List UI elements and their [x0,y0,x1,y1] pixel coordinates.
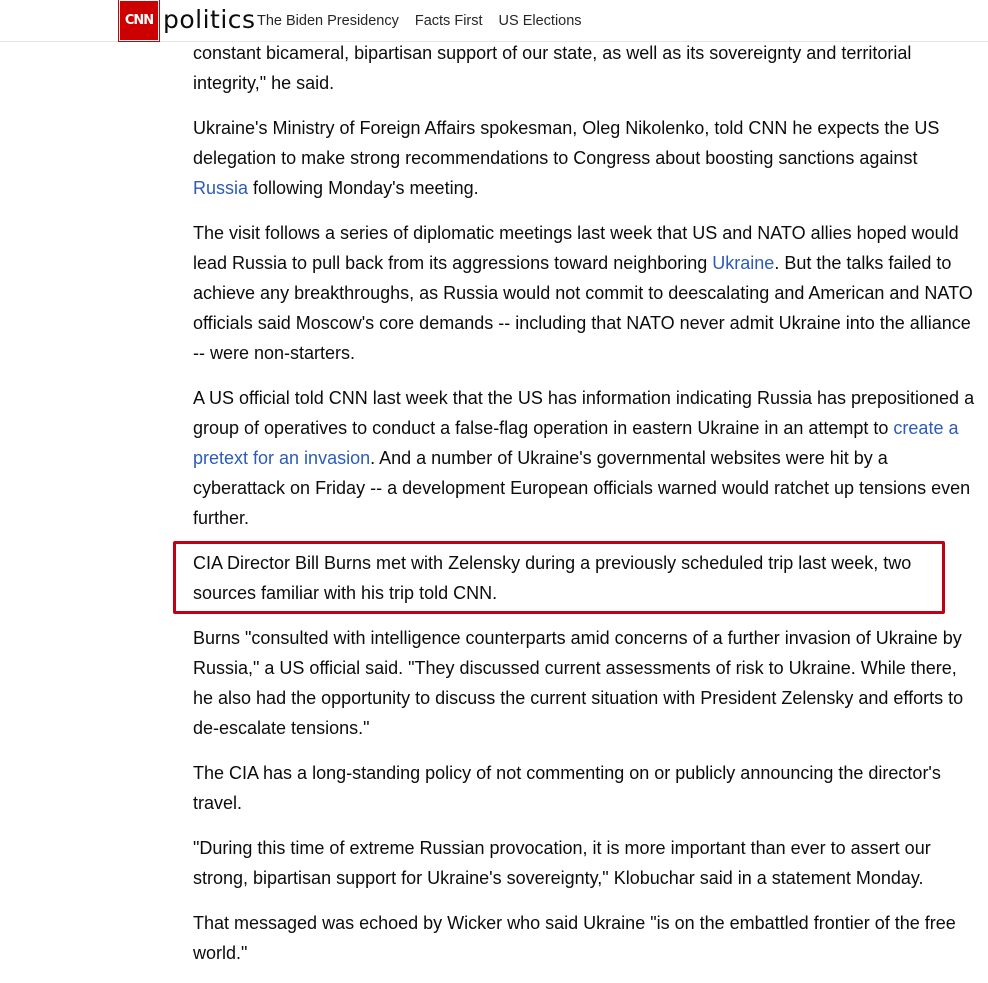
link-pretext-invasion[interactable]: create a pretext for an invasion [193,418,959,468]
nav-biden-presidency[interactable]: The Biden Presidency [257,12,399,29]
article-body [193,38,975,983]
link-russia[interactable]: Russia [193,178,249,198]
paragraph-text: Ukraine's Ministry of Foreign Affairs spokesman, Oleg Nikolenko, told CNN he expects the US delegation to make strong recommendations to Congress about boosting sanctions against [193,118,940,168]
top-nav [257,0,582,41]
paragraph [193,218,975,368]
paragraph-text: The visit follows a series of diplomatic meetings last week that US and NATO allies hoped would lead Russia to pull back from its aggressions toward neighboring [193,223,959,273]
section-title[interactable]: politics [163,5,256,34]
paragraph [193,113,975,203]
paragraph-text: A US official told CNN last week that the US has information indicating Russia has prepositioned a group of operatives to conduct a false-flag operation in eastern Ukraine in an attempt to [193,388,975,438]
site-header [0,0,988,42]
paragraph: That messaged was echoed by Wicker who said Ukraine "is on the embattled frontier of the free world." [193,913,956,963]
paragraph-text: . But the talks failed to achieve any breakthroughs, as Russia would not commit to deescalating and American and NATO officials said Moscow's core demands -- including that NATO never admit Ukraine into the alliance -- were non-starters. [193,253,973,363]
cnn-logo[interactable]: CNN [119,0,159,41]
paragraph: The CIA has a long-standing policy of not commenting on or publicly announcing the director's travel. [193,763,941,813]
nav-us-elections[interactable]: US Elections [498,12,582,29]
paragraph: "During this time of extreme Russian provocation, it is more important than ever to assert our strong, bipartisan support for Ukraine's sovereignty," Klobuchar said in a statement Monday. [193,838,931,888]
nav-facts-first[interactable]: Facts First [414,12,483,29]
highlighted-paragraph: CIA Director Bill Burns met with Zelensky during a previously scheduled trip last week, two sources familiar with his trip told CNN. [193,553,912,603]
link-ukraine[interactable]: Ukraine [712,253,775,273]
paragraph [193,383,975,533]
paragraph-text: following Monday's meeting. [248,178,479,198]
paragraph-text: . And a number of Ukraine's governmental websites were hit by a cyberattack on Friday -- a development European officials warned would ratchet up tensions even further. [193,448,971,528]
paragraph: Burns "consulted with intelligence counterparts amid concerns of a further invasion of Ukraine by Russia," a US official said. "They discussed current assessments of risk to Ukraine. While there, he also had the opportunity to discuss the current situation with President Zelensky and efforts to de-escalate tensions." [193,628,964,738]
paragraph: constant bicameral, bipartisan support of our state, as well as its sovereignty and territorial integrity," he said. [193,43,912,93]
